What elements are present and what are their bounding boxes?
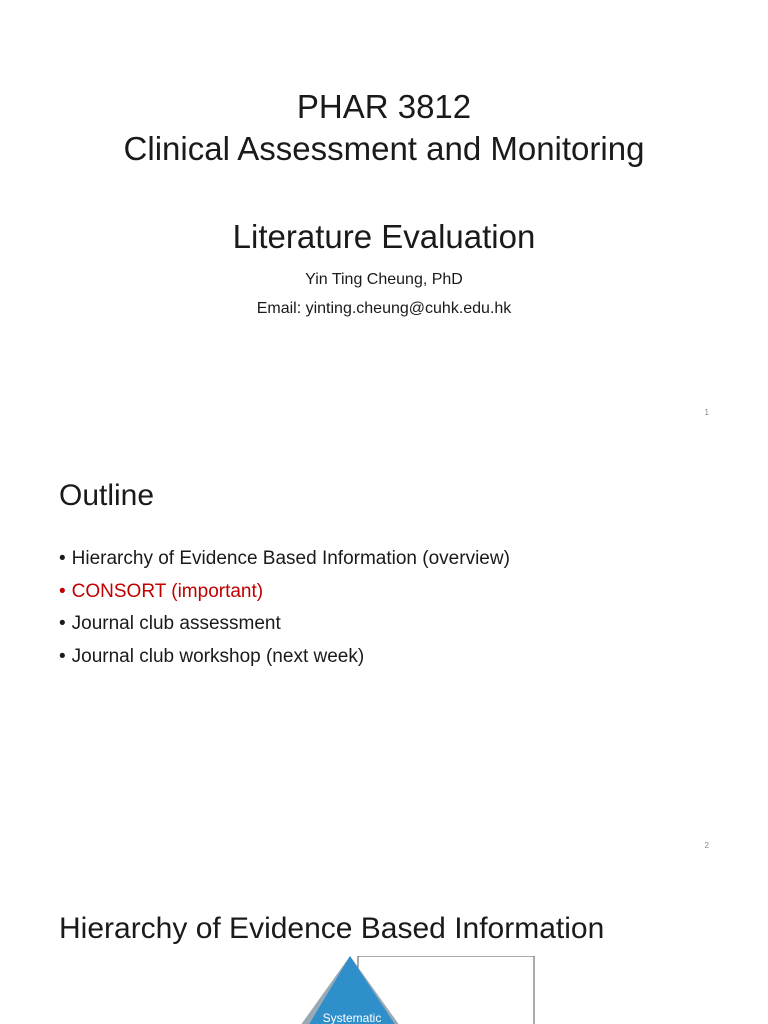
outline-item: • Journal club assessment [59,608,510,641]
slide-number: 2 [704,841,709,850]
author-email: Email: yinting.cheung@cuhk.edu.hk [256,300,512,317]
outline-item: • Journal club workshop (next week) [59,641,510,674]
slide-1 [0,0,768,432]
slide-2 [0,433,768,865]
author-name: Yin Ting Cheung, PhD [305,271,463,288]
course-code: PHAR 3812 [296,88,472,125]
outline-item-highlighted: • CONSORT (important) [59,576,510,609]
pyramid-label-systematic: Systematic [322,1011,382,1024]
outline-heading: Outline [59,479,155,512]
course-title: Clinical Assessment and Monitoring [123,130,645,167]
outline-list [59,543,510,673]
topic-title: Literature Evaluation [232,218,536,255]
slide-number: 1 [704,408,709,417]
slide-3 [0,866,768,1024]
evidence-pyramid-graphic [300,956,536,1024]
outline-item: • Hierarchy of Evidence Based Information (overview) [59,543,510,576]
hierarchy-heading: Hierarchy of Evidence Based Information [59,912,605,945]
